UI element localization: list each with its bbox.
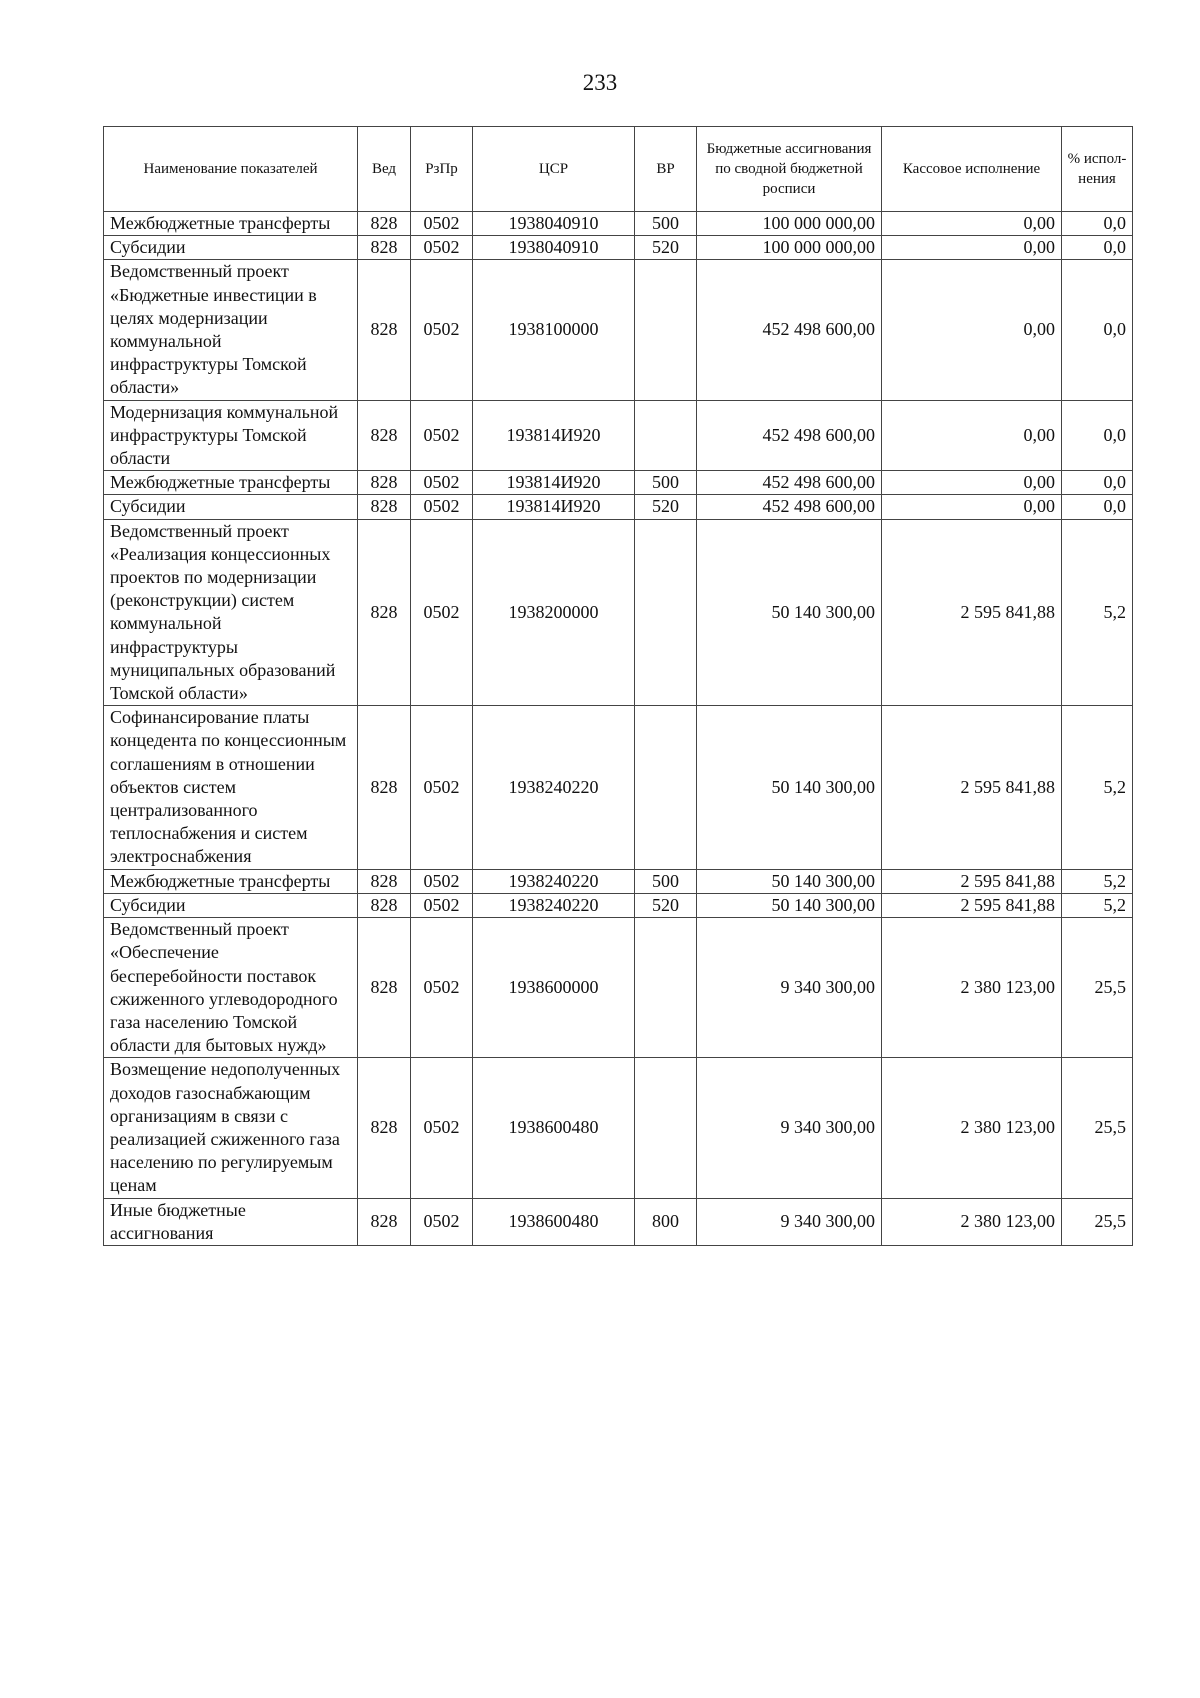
budget-table	[103, 126, 1133, 1246]
cell-cash-execution: 2 380 123,00	[882, 1198, 1062, 1245]
cell-rzpr: 0502	[411, 471, 473, 495]
cell-percent: 25,5	[1062, 1058, 1133, 1198]
cell-assignments: 100 000 000,00	[697, 236, 882, 260]
cell-rzpr: 0502	[411, 893, 473, 917]
cell-vr: 500	[635, 869, 697, 893]
cell-rzpr: 0502	[411, 212, 473, 236]
cell-percent: 0,0	[1062, 236, 1133, 260]
cell-vr	[635, 1058, 697, 1198]
cell-vr	[635, 706, 697, 869]
cell-csr: 1938240220	[473, 706, 635, 869]
cell-vr	[635, 519, 697, 706]
cell-name: Модернизация коммунальной инфраструктуры Томской области	[104, 400, 358, 471]
cell-percent: 0,0	[1062, 260, 1133, 400]
cell-ved: 828	[358, 236, 411, 260]
cell-cash-execution: 2 595 841,88	[882, 893, 1062, 917]
cell-rzpr: 0502	[411, 869, 473, 893]
header-rzpr: РзПр	[411, 127, 473, 212]
cell-cash-execution: 2 380 123,00	[882, 918, 1062, 1058]
cell-name: Межбюджетные трансферты	[104, 471, 358, 495]
cell-assignments: 9 340 300,00	[697, 1058, 882, 1198]
cell-csr: 1938600480	[473, 1198, 635, 1245]
cell-assignments: 452 498 600,00	[697, 495, 882, 519]
cell-assignments: 452 498 600,00	[697, 260, 882, 400]
cell-ved: 828	[358, 918, 411, 1058]
table-row	[104, 471, 1133, 495]
cell-cash-execution: 0,00	[882, 495, 1062, 519]
cell-vr: 500	[635, 212, 697, 236]
cell-vr	[635, 918, 697, 1058]
table-row	[104, 519, 1133, 706]
cell-name: Субсидии	[104, 893, 358, 917]
header-csr: ЦСР	[473, 127, 635, 212]
cell-csr: 1938200000	[473, 519, 635, 706]
table-row	[104, 869, 1133, 893]
cell-cash-execution: 2 595 841,88	[882, 519, 1062, 706]
table-row	[104, 1058, 1133, 1198]
cell-rzpr: 0502	[411, 1058, 473, 1198]
cell-ved: 828	[358, 212, 411, 236]
cell-csr: 1938240220	[473, 893, 635, 917]
cell-ved: 828	[358, 1058, 411, 1198]
cell-assignments: 50 140 300,00	[697, 869, 882, 893]
cell-cash-execution: 0,00	[882, 260, 1062, 400]
cell-cash-execution: 2 595 841,88	[882, 706, 1062, 869]
table-row	[104, 495, 1133, 519]
cell-csr: 1938040910	[473, 236, 635, 260]
header-name: Наименование показателей	[104, 127, 358, 212]
cell-ved: 828	[358, 519, 411, 706]
cell-assignments: 100 000 000,00	[697, 212, 882, 236]
cell-assignments: 9 340 300,00	[697, 918, 882, 1058]
cell-name: Ведомственный проект «Реализация концессионных проектов по модернизации (реконструкции) систем коммунальной инфраструктуры муниципальных образований Томской области»	[104, 519, 358, 706]
cell-ved: 828	[358, 706, 411, 869]
cell-csr: 1938600480	[473, 1058, 635, 1198]
cell-percent: 0,0	[1062, 495, 1133, 519]
table-row	[104, 400, 1133, 471]
cell-csr: 193814И920	[473, 471, 635, 495]
cell-rzpr: 0502	[411, 706, 473, 869]
cell-ved: 828	[358, 260, 411, 400]
cell-ved: 828	[358, 893, 411, 917]
cell-assignments: 9 340 300,00	[697, 1198, 882, 1245]
cell-percent: 0,0	[1062, 400, 1133, 471]
cell-assignments: 50 140 300,00	[697, 519, 882, 706]
header-vr: ВР	[635, 127, 697, 212]
header-ved: Вед	[358, 127, 411, 212]
cell-name: Иные бюджетные ассигнования	[104, 1198, 358, 1245]
cell-assignments: 50 140 300,00	[697, 706, 882, 869]
cell-vr: 500	[635, 471, 697, 495]
cell-assignments: 452 498 600,00	[697, 471, 882, 495]
cell-name: Субсидии	[104, 495, 358, 519]
table-row	[104, 260, 1133, 400]
cell-rzpr: 0502	[411, 495, 473, 519]
table-row	[104, 1198, 1133, 1245]
cell-cash-execution: 2 380 123,00	[882, 1058, 1062, 1198]
cell-percent: 5,2	[1062, 869, 1133, 893]
cell-vr: 520	[635, 236, 697, 260]
cell-ved: 828	[358, 869, 411, 893]
cell-percent: 0,0	[1062, 212, 1133, 236]
table-row	[104, 236, 1133, 260]
cell-percent: 5,2	[1062, 519, 1133, 706]
cell-percent: 0,0	[1062, 471, 1133, 495]
cell-rzpr: 0502	[411, 1198, 473, 1245]
cell-percent: 5,2	[1062, 706, 1133, 869]
cell-cash-execution: 0,00	[882, 236, 1062, 260]
table-header-row	[104, 127, 1133, 212]
cell-name: Ведомственный проект «Обеспечение бесперебойности поставок сжиженного углеводородного газа населению Томской области для бытовых нужд»	[104, 918, 358, 1058]
cell-name: Софинансирование платы концедента по концессионным соглашениям в отношении объектов систем централизованного теплоснабжения и систем электроснабжения	[104, 706, 358, 869]
cell-assignments: 452 498 600,00	[697, 400, 882, 471]
page-number: 233	[582, 70, 618, 95]
header-cash-execution: Кассовое исполнение	[882, 127, 1062, 212]
cell-csr: 193814И920	[473, 495, 635, 519]
cell-rzpr: 0502	[411, 236, 473, 260]
cell-cash-execution: 0,00	[882, 212, 1062, 236]
cell-vr	[635, 400, 697, 471]
cell-name: Субсидии	[104, 236, 358, 260]
cell-csr: 1938040910	[473, 212, 635, 236]
cell-csr: 1938100000	[473, 260, 635, 400]
table-row	[104, 893, 1133, 917]
table-row	[104, 706, 1133, 869]
cell-rzpr: 0502	[411, 260, 473, 400]
cell-name: Межбюджетные трансферты	[104, 869, 358, 893]
cell-percent: 5,2	[1062, 893, 1133, 917]
cell-rzpr: 0502	[411, 519, 473, 706]
cell-percent: 25,5	[1062, 1198, 1133, 1245]
cell-vr: 800	[635, 1198, 697, 1245]
cell-cash-execution: 0,00	[882, 400, 1062, 471]
cell-ved: 828	[358, 1198, 411, 1245]
cell-ved: 828	[358, 495, 411, 519]
cell-ved: 828	[358, 400, 411, 471]
cell-name: Межбюджетные трансферты	[104, 212, 358, 236]
cell-ved: 828	[358, 471, 411, 495]
cell-rzpr: 0502	[411, 918, 473, 1058]
table-row	[104, 212, 1133, 236]
cell-cash-execution: 0,00	[882, 471, 1062, 495]
cell-csr: 1938600000	[473, 918, 635, 1058]
cell-csr: 193814И920	[473, 400, 635, 471]
cell-cash-execution: 2 595 841,88	[882, 869, 1062, 893]
cell-csr: 1938240220	[473, 869, 635, 893]
cell-percent: 25,5	[1062, 918, 1133, 1058]
cell-vr: 520	[635, 893, 697, 917]
table-row	[104, 918, 1133, 1058]
cell-name: Возмещение недополученных доходов газоснабжающим организациям в связи с реализацией сжиженного газа населению по регулируемым ценам	[104, 1058, 358, 1198]
cell-vr	[635, 260, 697, 400]
header-assignments: Бюджетные ассигнования по сводной бюджетной росписи	[697, 127, 882, 212]
cell-name: Ведомственный проект «Бюджетные инвестиции в целях модернизации коммунальной инфраструктуры Томской области»	[104, 260, 358, 400]
cell-rzpr: 0502	[411, 400, 473, 471]
header-percent: % испол-нения	[1062, 127, 1133, 212]
cell-assignments: 50 140 300,00	[697, 893, 882, 917]
cell-vr: 520	[635, 495, 697, 519]
